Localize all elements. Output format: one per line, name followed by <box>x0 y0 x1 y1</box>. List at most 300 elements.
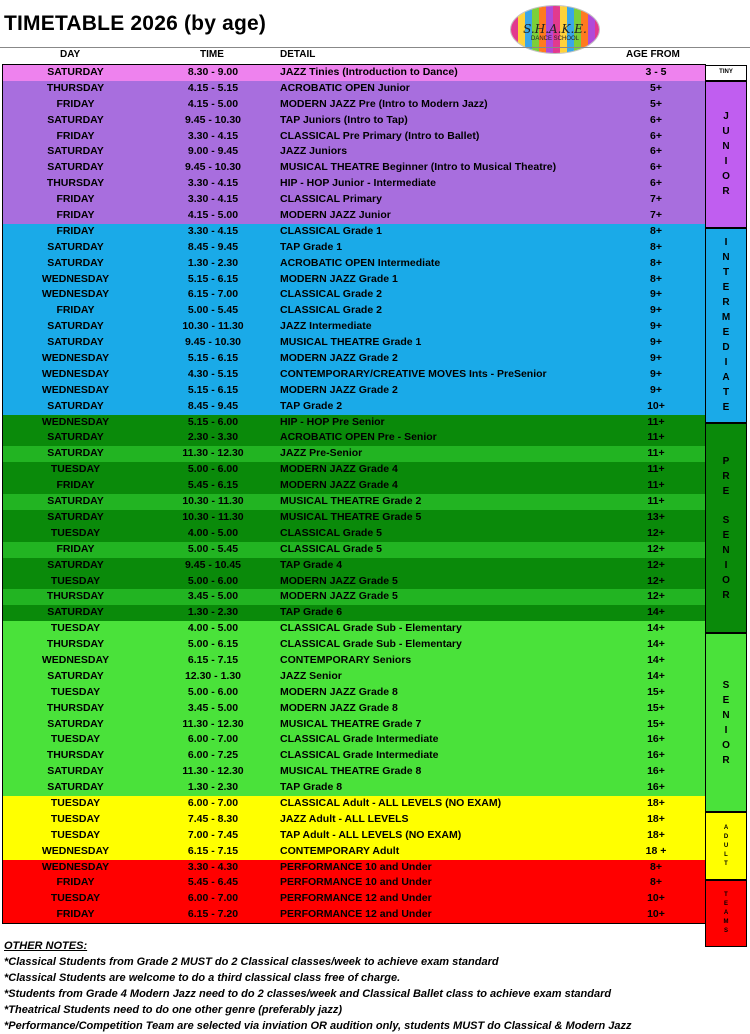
table-row <box>3 287 705 303</box>
row-time: 5.00 - 6.00 <box>187 463 239 476</box>
row-age: 8+ <box>650 876 662 889</box>
row-time: 9.45 - 10.30 <box>184 161 242 174</box>
row-detail: TAP Adult - ALL LEVELS (NO EXAM) <box>280 828 462 841</box>
row-time: 4.15 - 5.15 <box>187 81 239 94</box>
row-day: SATURDAY <box>47 717 104 730</box>
table-row <box>3 208 705 224</box>
sidebar-letter: R <box>722 589 730 601</box>
sidebar-letter: N <box>722 544 730 556</box>
row-detail: MUSICAL THEATRE Grade 2 <box>280 495 422 508</box>
note-line: *Performance/Competition Team are selected via inviation OR audition only, students MUST do Classical & Modern Jazz <box>4 1020 632 1032</box>
row-age: 8+ <box>650 224 662 237</box>
row-detail: MODERN JAZZ Grade 8 <box>280 701 398 714</box>
row-age: 9+ <box>650 288 662 301</box>
sidebar-letter: D <box>722 342 730 354</box>
row-detail: MODERN JAZZ Grade 5 <box>280 574 398 587</box>
table-row <box>3 97 705 113</box>
row-day: SATURDAY <box>47 431 104 444</box>
sidebar-letter: D <box>723 833 729 840</box>
row-time: 6.00 - 7.00 <box>187 892 239 905</box>
row-age: 14+ <box>647 606 665 619</box>
note-line: *Students from Grade 4 Modern Jazz need to do 2 classes/week and Classical Ballet class to achieve exam standard <box>4 988 612 1000</box>
row-day: FRIDAY <box>56 542 95 555</box>
row-day: THURSDAY <box>46 590 105 603</box>
row-age: 15+ <box>647 701 665 714</box>
sidebar-letter: T <box>722 267 730 279</box>
row-day: SATURDAY <box>47 447 104 460</box>
row-time: 5.15 - 6.15 <box>187 272 239 285</box>
table-row <box>3 272 705 288</box>
row-detail: TAP Grade 6 <box>280 606 343 619</box>
table-row <box>3 669 705 685</box>
row-detail: TAP Grade 8 <box>280 781 343 794</box>
row-age: 5+ <box>650 97 662 110</box>
row-detail: JAZZ Adult - ALL LEVELS <box>280 812 409 825</box>
sidebar-letter: I <box>724 724 728 736</box>
row-day: SATURDAY <box>47 606 104 619</box>
row-age: 14+ <box>647 653 665 666</box>
row-day: SATURDAY <box>47 510 104 523</box>
row-time: 11.30 - 12.30 <box>182 765 244 778</box>
sidebar-letter: I <box>724 357 728 369</box>
row-day: WEDNESDAY <box>41 288 110 301</box>
row-age: 11+ <box>647 415 665 428</box>
sidebar-letter: S <box>722 514 730 526</box>
row-day: THURSDAY <box>46 81 105 94</box>
table-row <box>3 319 705 335</box>
table-row <box>3 303 705 319</box>
row-day: FRIDAY <box>56 479 95 492</box>
row-day: FRIDAY <box>56 129 95 142</box>
row-day: FRIDAY <box>56 97 95 110</box>
sidebar-letter: O <box>722 739 730 751</box>
sidebar-letter: R <box>722 186 730 198</box>
row-time: 4.00 - 5.00 <box>187 526 239 539</box>
logo-text: S.H.A.K.E. <box>523 22 587 36</box>
row-age: 9+ <box>650 304 662 317</box>
row-time: 9.45 - 10.45 <box>184 558 242 571</box>
row-age: 12+ <box>647 542 665 555</box>
row-age: 11+ <box>647 463 665 476</box>
table-row <box>3 780 705 796</box>
row-day: WEDNESDAY <box>41 352 110 365</box>
table-row <box>3 574 705 590</box>
sidebar-letter: E <box>723 901 728 908</box>
table-row <box>3 383 705 399</box>
row-detail: MODERN JAZZ Grade 4 <box>280 463 398 476</box>
row-day: SATURDAY <box>47 256 104 269</box>
row-day: TUESDAY <box>50 812 101 825</box>
table-row <box>3 415 705 431</box>
row-age: 12+ <box>647 574 665 587</box>
row-day: FRIDAY <box>56 209 95 222</box>
table-row <box>3 129 705 145</box>
row-time: 3.30 - 4.30 <box>187 860 239 873</box>
row-time: 10.30 - 11.30 <box>182 320 244 333</box>
table-row <box>3 637 705 653</box>
sidebar-letter: O <box>722 171 730 183</box>
row-day: SATURDAY <box>47 558 104 571</box>
row-detail: CLASSICAL Grade 5 <box>280 542 382 555</box>
row-age: 9+ <box>650 352 662 365</box>
row-detail: CLASSICAL Grade 2 <box>280 288 382 301</box>
row-age: 10+ <box>647 908 665 921</box>
row-detail: TAP Grade 2 <box>280 399 343 412</box>
row-time: 9.45 - 10.30 <box>184 113 242 126</box>
table-row <box>3 605 705 621</box>
row-detail: CLASSICAL Pre Primary (Intro to Ballet) <box>280 129 480 142</box>
row-time: 2.30 - 3.30 <box>187 431 239 444</box>
note-line: *Classical Students from Grade 2 MUST do 2 Classical classes/week to achieve exam standard <box>4 956 499 968</box>
row-age: 3 - 5 <box>645 66 667 78</box>
row-age: 10+ <box>647 892 665 905</box>
sidebar-letter: A <box>723 910 729 917</box>
sidebar-letter: U <box>722 126 730 138</box>
table-row <box>3 558 705 574</box>
row-detail: JAZZ Intermediate <box>280 320 372 333</box>
row-age: 13+ <box>647 510 665 523</box>
table-row <box>3 65 705 81</box>
row-detail: JAZZ Pre-Senior <box>280 447 363 460</box>
sidebar-letter: T <box>724 892 728 899</box>
timetable <box>2 64 706 924</box>
page-title: TIMETABLE 2026 (by age) <box>4 12 267 35</box>
sidebar-letter: E <box>722 485 730 497</box>
row-time: 6.15 - 7.00 <box>187 288 239 301</box>
logo-subtext: DANCE SCHOOL <box>530 36 579 42</box>
row-time: 4.00 - 5.00 <box>187 622 239 635</box>
row-age: 18 + <box>645 844 667 857</box>
row-age: 14+ <box>647 669 665 682</box>
table-row <box>3 748 705 764</box>
row-time: 9.00 - 9.45 <box>187 145 239 158</box>
row-time: 1.30 - 2.30 <box>187 606 239 619</box>
sidebar-letter: M <box>723 919 729 926</box>
row-age: 7+ <box>650 193 662 206</box>
table-row <box>3 144 705 160</box>
row-day: TUESDAY <box>50 685 101 698</box>
row-time: 11.30 - 12.30 <box>182 447 244 460</box>
row-detail: CLASSICAL Grade 1 <box>280 224 382 237</box>
table-row <box>3 907 705 923</box>
row-age: 18+ <box>647 812 665 825</box>
age-group-teams <box>705 880 747 948</box>
row-age: 14+ <box>647 638 665 651</box>
row-detail: MODERN JAZZ Pre (Intro to Modern Jazz) <box>280 97 488 110</box>
sidebar-letter: E <box>722 529 730 541</box>
row-day: SATURDAY <box>47 320 104 333</box>
row-time: 6.00 - 7.00 <box>187 733 239 746</box>
row-age: 9+ <box>650 383 662 396</box>
row-day: FRIDAY <box>56 193 95 206</box>
row-time: 8.45 - 9.45 <box>187 240 239 253</box>
row-age: 16+ <box>647 765 665 778</box>
row-detail: MODERN JAZZ Grade 4 <box>280 479 398 492</box>
row-age: 18+ <box>647 828 665 841</box>
row-detail: PERFORMANCE 12 and Under <box>280 908 432 921</box>
row-day: WEDNESDAY <box>41 653 110 666</box>
row-detail: JAZZ Tinies (Introduction to Dance) <box>280 66 458 78</box>
age-group-senior <box>705 633 747 812</box>
row-age: 11+ <box>647 447 665 460</box>
row-detail: MODERN JAZZ Grade 8 <box>280 685 398 698</box>
sidebar-letter: N <box>722 709 730 721</box>
row-age: 7+ <box>650 209 662 222</box>
row-detail: MUSICAL THEATRE Grade 1 <box>280 336 422 349</box>
row-age: 11+ <box>647 479 665 492</box>
sidebar-letter: E <box>722 327 730 339</box>
row-detail: CONTEMPORARY/CREATIVE MOVES Ints - PreSenior <box>280 367 547 380</box>
table-row <box>3 240 705 256</box>
table-row <box>3 891 705 907</box>
sidebar-letter: R <box>722 754 730 766</box>
row-age: 8+ <box>650 256 662 269</box>
table-row <box>3 796 705 812</box>
sidebar-letter: N <box>722 252 730 264</box>
row-detail: CLASSICAL Grade 2 <box>280 304 382 317</box>
row-age: 6+ <box>650 177 662 190</box>
sidebar-letter: O <box>722 574 730 586</box>
row-detail: HIP - HOP Junior - Intermediate <box>280 177 436 190</box>
row-time: 4.30 - 5.15 <box>187 367 239 380</box>
row-day: WEDNESDAY <box>41 383 110 396</box>
row-age: 9+ <box>650 336 662 349</box>
row-time: 5.00 - 5.45 <box>187 304 239 317</box>
row-detail: ACROBATIC OPEN Pre - Senior <box>280 431 437 444</box>
table-row <box>3 494 705 510</box>
header-divider <box>0 47 750 48</box>
row-time: 5.15 - 6.15 <box>187 383 239 396</box>
sidebar-letter: R <box>722 470 730 482</box>
table-row <box>3 367 705 383</box>
row-day: SATURDAY <box>47 781 104 794</box>
row-time: 7.00 - 7.45 <box>187 828 239 841</box>
row-time: 10.30 - 11.30 <box>182 510 244 523</box>
row-day: SATURDAY <box>47 161 104 174</box>
row-day: TUESDAY <box>50 463 101 476</box>
row-detail: CLASSICAL Grade Intermediate <box>280 733 439 746</box>
table-row <box>3 446 705 462</box>
sidebar-letter: T <box>724 860 728 867</box>
row-time: 8.30 - 9.00 <box>187 66 239 78</box>
table-row <box>3 510 705 526</box>
row-age: 11+ <box>647 431 665 444</box>
row-day: TUESDAY <box>50 622 101 635</box>
row-detail: MUSICAL THEATRE Grade 8 <box>280 765 422 778</box>
row-detail: MODERN JAZZ Grade 5 <box>280 590 398 603</box>
table-row <box>3 430 705 446</box>
row-time: 5.00 - 6.00 <box>187 574 239 587</box>
sidebar-letter: M <box>721 312 731 324</box>
table-row <box>3 812 705 828</box>
row-time: 4.15 - 5.00 <box>187 209 239 222</box>
table-row <box>3 828 705 844</box>
row-detail: PERFORMANCE 10 and Under <box>280 876 432 889</box>
table-row <box>3 192 705 208</box>
row-age: 18+ <box>647 796 665 809</box>
sidebar-letter: J <box>723 111 729 123</box>
table-row <box>3 176 705 192</box>
sidebar-letter: P <box>722 455 730 467</box>
row-day: SATURDAY <box>47 145 104 158</box>
row-time: 10.30 - 11.30 <box>182 495 244 508</box>
row-time: 1.30 - 2.30 <box>187 256 239 269</box>
row-day: WEDNESDAY <box>41 272 110 285</box>
row-day: FRIDAY <box>56 224 95 237</box>
row-detail: JAZZ Senior <box>280 669 342 682</box>
row-age: 6+ <box>650 129 662 142</box>
table-row <box>3 717 705 733</box>
row-time: 8.45 - 9.45 <box>187 399 239 412</box>
row-age: 9+ <box>650 320 662 333</box>
row-day: THURSDAY <box>46 177 105 190</box>
sidebar-letter: U <box>723 842 729 849</box>
sidebar-letter: E <box>722 694 730 706</box>
table-row <box>3 335 705 351</box>
table-row <box>3 685 705 701</box>
row-age: 14+ <box>647 622 665 635</box>
sidebar-letter: N <box>722 141 730 153</box>
row-day: WEDNESDAY <box>41 367 110 380</box>
table-row <box>3 542 705 558</box>
age-group-pre-senior <box>705 423 747 634</box>
row-detail: MODERN JAZZ Junior <box>280 209 391 222</box>
table-row <box>3 160 705 176</box>
row-time: 3.30 - 4.15 <box>187 177 239 190</box>
row-time: 5.15 - 6.00 <box>187 415 239 428</box>
row-age: 11+ <box>647 495 665 508</box>
table-row <box>3 224 705 240</box>
row-day: WEDNESDAY <box>41 860 110 873</box>
row-detail: CLASSICAL Grade Sub - Elementary <box>280 638 462 651</box>
notes-heading: OTHER NOTES: <box>4 940 88 952</box>
sidebar-letter: TINY <box>719 69 733 76</box>
row-detail: TAP Grade 4 <box>280 558 343 571</box>
table-row <box>3 462 705 478</box>
row-time: 7.45 - 8.30 <box>187 812 239 825</box>
row-age: 15+ <box>647 717 665 730</box>
row-detail: TAP Grade 1 <box>280 240 343 253</box>
row-detail: TAP Juniors (Intro to Tap) <box>280 113 408 126</box>
row-time: 9.45 - 10.30 <box>184 336 242 349</box>
row-detail: MODERN JAZZ Grade 1 <box>280 272 398 285</box>
table-row <box>3 478 705 494</box>
row-day: TUESDAY <box>50 828 101 841</box>
row-detail: MUSICAL THEATRE Grade 7 <box>280 717 422 730</box>
sidebar-letter: E <box>722 282 730 294</box>
row-time: 5.45 - 6.15 <box>187 479 239 492</box>
row-time: 5.00 - 5.45 <box>187 542 239 555</box>
row-day: SATURDAY <box>47 240 104 253</box>
sidebar-letter: I <box>724 559 728 571</box>
row-time: 3.45 - 5.00 <box>187 590 239 603</box>
row-day: TUESDAY <box>50 892 101 905</box>
row-day: TUESDAY <box>50 526 101 539</box>
row-day: SATURDAY <box>47 399 104 412</box>
sidebar-letter: L <box>724 851 728 858</box>
row-day: SATURDAY <box>47 113 104 126</box>
sidebar-letter: I <box>724 156 728 168</box>
row-age: 16+ <box>647 733 665 746</box>
table-row <box>3 701 705 717</box>
table-row <box>3 860 705 876</box>
row-detail: JAZZ Juniors <box>280 145 348 158</box>
other-notes <box>4 938 632 1034</box>
row-day: THURSDAY <box>46 749 105 762</box>
table-row <box>3 351 705 367</box>
row-time: 6.00 - 7.25 <box>187 749 239 762</box>
table-row <box>3 526 705 542</box>
row-time: 6.15 - 7.20 <box>187 908 239 921</box>
row-time: 3.45 - 5.00 <box>187 701 239 714</box>
row-time: 5.00 - 6.15 <box>187 638 239 651</box>
row-age: 6+ <box>650 145 662 158</box>
row-time: 3.30 - 4.15 <box>187 193 239 206</box>
age-group-intermediate <box>705 228 747 423</box>
row-time: 11.30 - 12.30 <box>182 717 244 730</box>
sidebar-letter: A <box>722 372 730 384</box>
row-time: 4.15 - 5.00 <box>187 97 239 110</box>
row-detail: ACROBATIC OPEN Junior <box>280 81 410 94</box>
row-detail: MUSICAL THEATRE Beginner (Intro to Musical Theatre) <box>280 161 557 174</box>
table-row <box>3 256 705 272</box>
row-time: 5.45 - 6.45 <box>187 876 239 889</box>
header-day: DAY <box>60 49 81 60</box>
age-group-junior <box>705 81 747 228</box>
row-age: 8+ <box>650 860 662 873</box>
row-age: 9+ <box>650 367 662 380</box>
note-line: *Theatrical Students need to do one other genre (preferably jazz) <box>4 1004 343 1016</box>
sidebar-letter: I <box>724 237 728 249</box>
row-time: 6.00 - 7.00 <box>187 796 239 809</box>
age-group-tiny <box>705 65 747 81</box>
row-day: WEDNESDAY <box>41 844 110 857</box>
row-day: SATURDAY <box>47 669 104 682</box>
row-time: 12.30 - 1.30 <box>184 669 242 682</box>
row-day: WEDNESDAY <box>41 415 110 428</box>
row-detail: PERFORMANCE 12 and Under <box>280 892 432 905</box>
row-age: 16+ <box>647 749 665 762</box>
row-age: 8+ <box>650 272 662 285</box>
note-line: *Classical Students are welcome to do a third classical class free of charge. <box>4 972 401 984</box>
table-row <box>3 732 705 748</box>
row-day: TUESDAY <box>50 733 101 746</box>
table-row <box>3 844 705 860</box>
row-age: 8+ <box>650 240 662 253</box>
row-day: SATURDAY <box>47 495 104 508</box>
sidebar-letter: E <box>722 402 730 414</box>
row-age: 10+ <box>647 399 665 412</box>
row-time: 3.30 - 4.15 <box>187 224 239 237</box>
row-detail: CLASSICAL Grade 5 <box>280 526 382 539</box>
row-detail: MODERN JAZZ Grade 2 <box>280 352 398 365</box>
row-detail: CONTEMPORARY Adult <box>280 844 400 857</box>
row-day: FRIDAY <box>56 876 95 889</box>
table-row <box>3 621 705 637</box>
sidebar-letter: R <box>722 297 730 309</box>
row-day: FRIDAY <box>56 304 95 317</box>
row-detail: MUSICAL THEATRE Grade 5 <box>280 510 422 523</box>
row-detail: CLASSICAL Grade Intermediate <box>280 749 439 762</box>
row-age: 12+ <box>647 558 665 571</box>
row-age: 16+ <box>647 781 665 794</box>
row-detail: HIP - HOP Pre Senior <box>280 415 385 428</box>
row-age: 12+ <box>647 590 665 603</box>
row-detail: CLASSICAL Adult - ALL LEVELS (NO EXAM) <box>280 796 502 809</box>
row-day: SATURDAY <box>47 336 104 349</box>
row-time: 3.30 - 4.15 <box>187 129 239 142</box>
row-day: THURSDAY <box>46 701 105 714</box>
